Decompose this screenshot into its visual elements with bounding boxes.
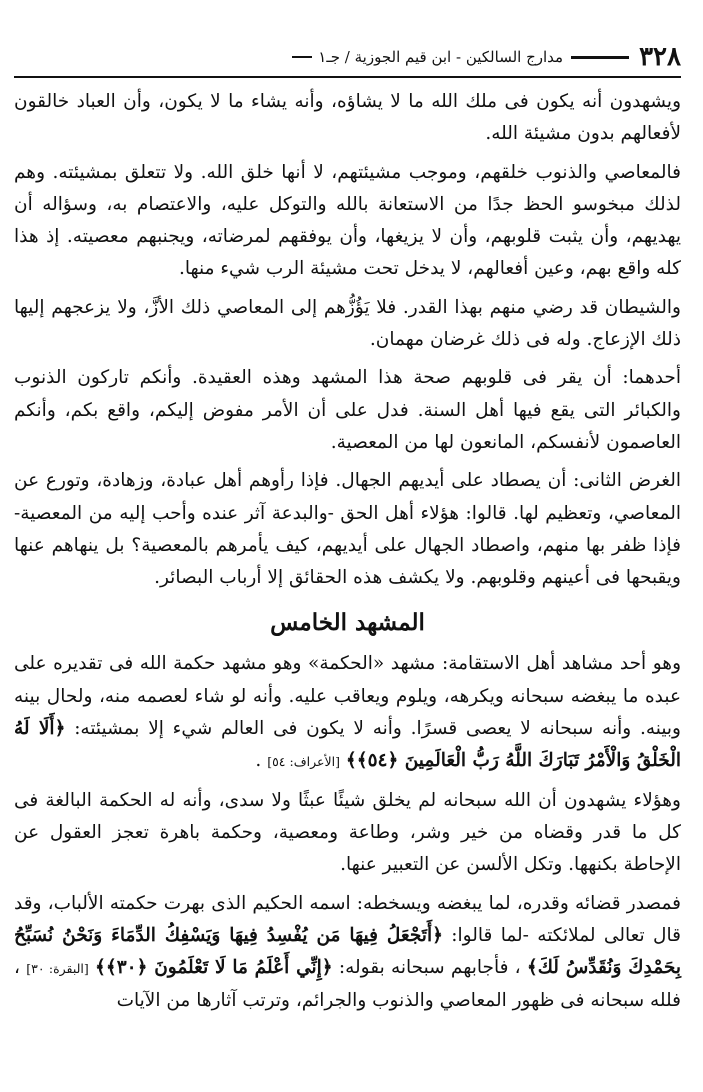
page-body xyxy=(14,86,681,1024)
paragraph-text: وهو أحد مشاهد أهل الاستقامة: مشهد «الحكمة» وهو مشهد حكمة الله فى تقديره على عبده ما يبغضه سبحانه ويكرهه، ويلوم ويعاقب عليه. وأنه لو شاء لعصمه منه، ولحال بينه وبينه. وأنه سبحانه لا يعصى قسرًا. وأنه لا يكون فى العالم شيء إلا بمشيئته: xyxy=(14,653,681,740)
paragraph: والشيطان قد رضي منهم بهذا القدر. فلا يَؤُزُّهم إلى المعاصي ذلك الأزَّ، ولا يزعجهم إليها ذلك الإزعاج. وله فى ذلك غرضان مهمان. xyxy=(14,296,681,351)
paragraph-text: فمصدر قضائه وقدره، لما يبغضه ويسخطه: اسمه الحكيم الذى بهرت حكمته الألباب، وقد قال تعالى لملائكته -لما قالوا: xyxy=(14,892,681,946)
paragraph: فالمعاصي والذنوب خلقهم، وموجب مشيئتهم، لا أنها خلق الله. ولا تتعلق بمشيئته. وهم لذلك مبخوسو الحظ جدًا من الاستعانة بالله والتوكل عليه، والاعتصام به، وسؤاله أن يهديهم، وأن يثبت قلوبهم، وأن لا يزيغها، وأن يوفقهم لمرضاته، ويجنبهم معصيته. إذ هذا كله واقع بهم، وعين أفعالهم، لا يدخل تحت مشيئة الرب شيء منها. xyxy=(14,161,681,280)
header-rule xyxy=(14,76,681,78)
header-dash xyxy=(571,56,629,59)
quran-verse: ﴿إِنِّي أَعْلَمُ مَا لَا تَعْلَمُونَ ﴿٣٠﴾﴾ xyxy=(95,957,333,979)
page-header xyxy=(14,40,681,74)
paragraph-text: ، فلله سبحانه فى ظهور المعاصي والذنوب والجرائم، وترتب آثارها من الآيات xyxy=(14,957,681,1012)
paragraph xyxy=(14,888,681,1018)
page-number: ٣٢٨ xyxy=(639,42,681,72)
paragraph: أحدهما: أن يقر فى قلوبهم صحة هذا المشهد وهذه العقيدة. وأنكم تاركون الذنوب والكبائر التى يقع فيها أهل السنة. فدل على أن الأمر مفوض إليكم، واقع بكم، وأنكم العاصمون لأنفسكم، المانعون لها من المعصية. xyxy=(14,367,681,453)
paragraph-text: ، فأجابهم سبحانه بقوله: xyxy=(338,957,521,979)
paragraph: الغرض الثانى: أن يصطاد على أيديهم الجهال. فإذا رأوهم أهل عبادة، وزهادة، وتورع عن المعاصي، وتعظيم لها. قالوا: هؤلاء أهل الحق -والبدعة آثر عنده وأحب إليه من المعصية- فإذا ظفر بها منهم، واصطاد الجهال على أيديهم، كيف يأمرهم بالمعصية؟ بل ينهاهم عنها ويقبحها فى أعينهم وقلوبهم. ولا يكشف هذه الحقائق إلا أرباب البصائر. xyxy=(14,470,681,589)
paragraph xyxy=(14,648,681,778)
quran-verse: ﴿أَتَجْعَلُ فِيهَا مَن يُفْسِدُ فِيهَا وَيَسْفِكُ الدِّمَاءَ وَنَحْنُ نُسَبِّحُ بِحَمْدِكَ وَنُقَدِّسُ لَكَ﴾ xyxy=(14,924,681,979)
verse-reference: [البقرة: ٣٠] xyxy=(26,961,89,977)
verse-reference: [الأعراف: ٥٤] xyxy=(267,754,340,770)
running-title: مدارج السالكين - ابن قيم الجوزية / جـ١ xyxy=(318,48,564,66)
section-heading: المشهد الخامس xyxy=(270,609,425,637)
paragraph-end: . xyxy=(255,750,262,772)
quran-verse: ﴿أَلَا لَهُ الْخَلْقُ وَالْأَمْرُ تَبَارَكَ اللَّهُ رَبُّ الْعَالَمِينَ ﴿٥٤﴾﴾ xyxy=(14,718,681,772)
header-dash-tail xyxy=(292,56,312,58)
paragraph: وهؤلاء يشهدون أن الله سبحانه لم يخلق شيئًا عبثًا ولا سدى، وأنه له الحكمة البالغة فى كل ما قدر وقضاه من خير وشر، وطاعة ومعصية، وحكمة باهرة تعجز العقول عن الإحاطة بكنهها. وتكل الألسن عن التعبير عنها. xyxy=(14,789,681,876)
paragraph: ويشهدون أنه يكون فى ملك الله ما لا يشاؤه، وأنه يشاء ما لا يكون، وأن العباد خالقون لأفعالهم بدون مشيئة الله. xyxy=(14,91,681,145)
